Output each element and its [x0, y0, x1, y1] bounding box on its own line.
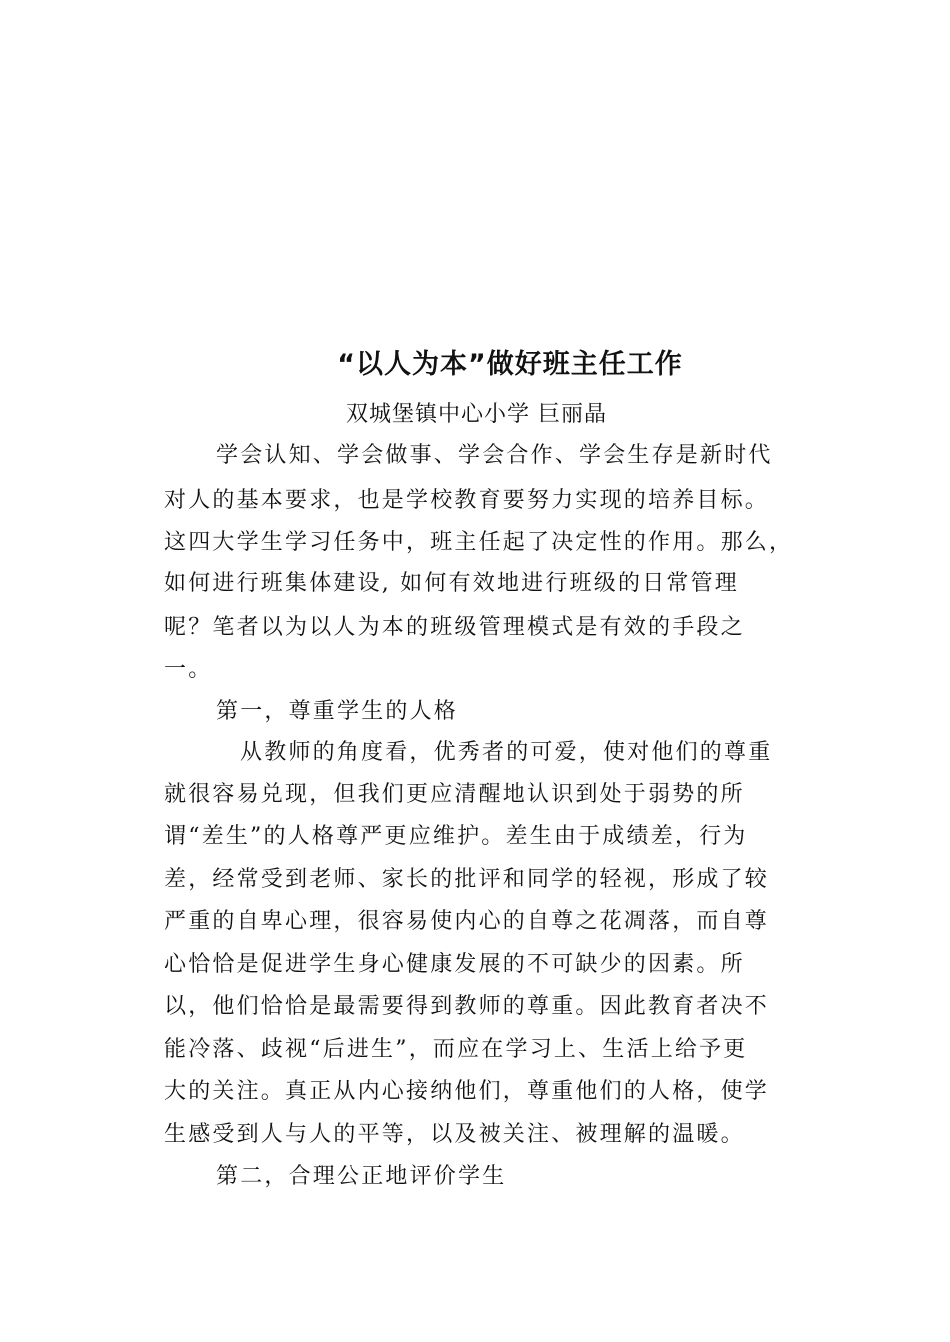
section-heading: 第二，合理公正地评价学生: [216, 1164, 507, 1189]
paragraph-line: 从教师的角度看，优秀者的可爱，使对他们的尊重: [240, 740, 773, 765]
paragraph-line: 呢？笔者以为以人为本的班级管理模式是有效的手段之: [164, 615, 745, 640]
paragraph-line: 严重的自卑心理，很容易使内心的自尊之花凋落，而自尊: [164, 909, 770, 934]
paragraph-line: 一。: [164, 657, 213, 682]
paragraph-line: 对人的基本要求，也是学校教育要努力实现的培养目标。: [164, 488, 770, 513]
paragraph-line: 如何进行班集体建设, 如何有效地进行班级的日常管理: [164, 571, 739, 596]
paragraph-line: 谓“差生”的人格尊严更应维护。差生由于成绩差，行为: [164, 824, 748, 849]
paragraph-line: 心恰恰是促进学生身心健康发展的不可缺少的因素。所: [164, 952, 745, 977]
paragraph-line: 这四大学生学习任务中，班主任起了决定性的作用。那么，: [164, 530, 794, 555]
paragraph-line: 能冷落、歧视“后进生”，而应在学习上、生活上给予更: [164, 1037, 748, 1062]
author-byline: 双城堡镇中心小学 巨丽晶: [346, 402, 607, 427]
paragraph-line: 生感受到人与人的平等，以及被关注、被理解的温暖。: [164, 1122, 745, 1147]
paragraph-line: 差，经常受到老师、家长的批评和同学的轻视，形成了较: [164, 867, 770, 892]
paragraph-line: 学会认知、学会做事、学会合作、学会生存是新时代: [216, 443, 773, 468]
section-heading: 第一，尊重学生的人格: [216, 699, 459, 724]
paragraph-line: 就很容易兑现，但我们更应清醒地认识到处于弱势的所: [164, 782, 745, 807]
document-title: “以人为本”做好班主任工作: [337, 349, 683, 380]
paragraph-line: 大的关注。真正从内心接纳他们，尊重他们的人格，使学: [164, 1079, 770, 1104]
paragraph-line: 以，他们恰恰是最需要得到教师的尊重。因此教育者决不: [164, 994, 770, 1019]
